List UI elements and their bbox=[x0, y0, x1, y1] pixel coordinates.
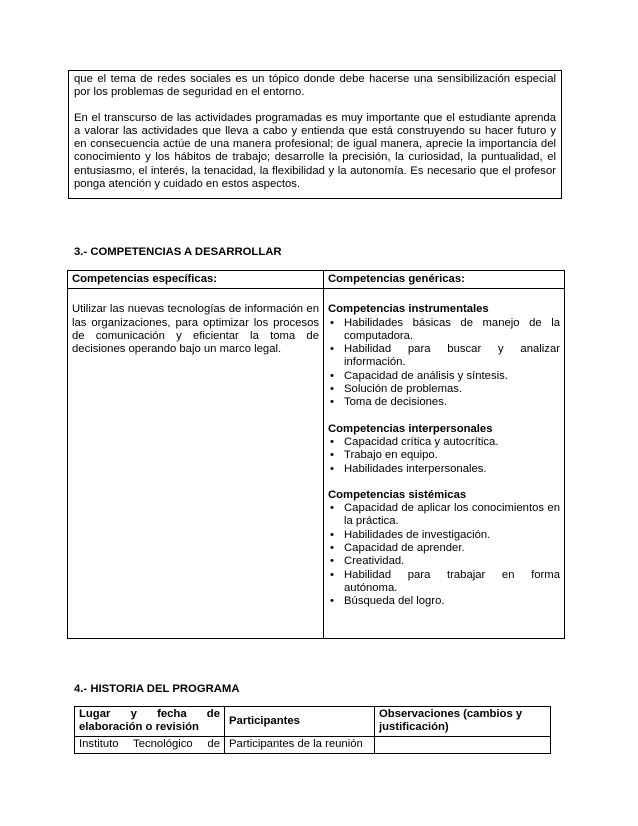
list-item: • Habilidades básicas de manejo de la computadora. bbox=[328, 317, 560, 344]
list-item: • Habilidades interpersonales. bbox=[328, 463, 560, 476]
list-item: • Habilidad para buscar y analizar información. bbox=[328, 343, 560, 370]
history-notes-cell bbox=[375, 736, 551, 753]
instrumental-list bbox=[328, 317, 560, 410]
intro-paragraph-1: que el tema de redes sociales es un tópico donde debe hacerse una sensibilización especial por los problemas de seguridad en el entorno. bbox=[74, 73, 556, 99]
list-item: • Capacidad de aprender. bbox=[328, 542, 560, 555]
intro-text-box bbox=[68, 70, 562, 199]
section-4-title: 4.- HISTORIA DEL PROGRAMA bbox=[74, 683, 240, 695]
generic-competencies-header: Competencias genéricas: bbox=[324, 271, 565, 289]
program-history-table bbox=[74, 706, 551, 754]
generic-competencies-cell bbox=[324, 289, 565, 639]
list-item: • Búsqueda del logro. bbox=[328, 595, 560, 608]
history-place-cell: Instituto Tecnológico de bbox=[75, 736, 225, 753]
history-col-notes: Observaciones (cambios y justificación) bbox=[375, 707, 551, 737]
section-3-title: 3.- COMPETENCIAS A DESARROLLAR bbox=[74, 246, 282, 258]
interpersonal-list bbox=[328, 436, 560, 476]
specific-competencies-cell bbox=[68, 289, 324, 639]
systemic-list bbox=[328, 502, 560, 608]
history-col-place: Lugar y fecha de elaboración o revisión bbox=[75, 707, 225, 737]
history-col-participants: Participantes bbox=[225, 707, 375, 737]
list-item: • Capacidad de análisis y síntesis. bbox=[328, 370, 560, 383]
list-item: • Capacidad crítica y autocrítica. bbox=[328, 436, 560, 449]
instrumental-title: Competencias instrumentales bbox=[328, 303, 489, 316]
intro-paragraph-2: En el transcurso de las actividades programadas es muy importante que el estudiante aprenda a valorar las actividades que lleva a cabo y entienda que está construyendo su hacer futuro y en consecuencia actúe de una manera profesional; de igual manera, aprecie la importancia del conocimiento y los hábitos de trabajo; desarrolle la precisión, la curiosidad, la puntualidad, el entusiasmo, el interés, la tenacidad, la flexibilidad y la autonomía. Es necesario que el profesor ponga atención y cuidado en estos aspectos. bbox=[74, 111, 556, 191]
history-participants-cell: Participantes de la reunión bbox=[225, 736, 375, 753]
interpersonal-title: Competencias interpersonales bbox=[328, 422, 493, 435]
table-row bbox=[75, 736, 551, 753]
competencies-table bbox=[67, 270, 565, 639]
list-item: • Habilidades de investigación. bbox=[328, 529, 560, 542]
list-item: • Toma de decisiones. bbox=[328, 396, 560, 409]
specific-competencies-header: Competencias específicas: bbox=[68, 271, 324, 289]
list-item: • Habilidad para trabajar en forma autónoma. bbox=[328, 569, 560, 596]
systemic-title: Competencias sistémicas bbox=[328, 488, 467, 501]
list-item: • Solución de problemas. bbox=[328, 383, 560, 396]
list-item: • Trabajo en equipo. bbox=[328, 449, 560, 462]
specific-competencies-text: Utilizar las nuevas tecnologías de información en las organizaciones, para optimizar los procesos de comunicación y eficientar la toma de decisiones operando bajo un marco legal. bbox=[72, 303, 319, 356]
list-item: • Creatividad. bbox=[328, 555, 560, 568]
list-item: • Capacidad de aplicar los conocimientos en la práctica. bbox=[328, 502, 560, 529]
